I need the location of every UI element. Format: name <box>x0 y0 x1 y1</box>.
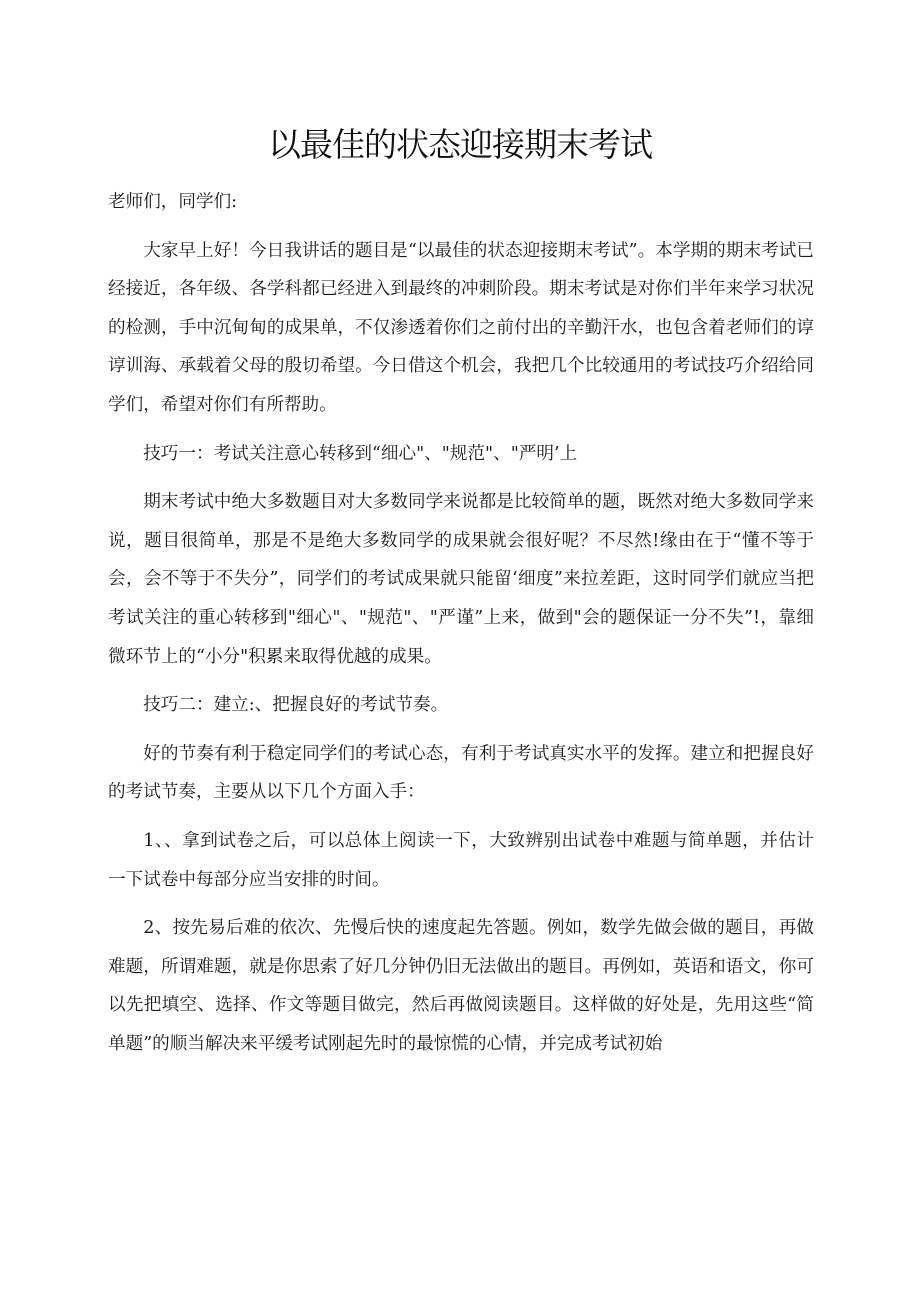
document-body <box>108 183 814 1073</box>
salutation: 老师们，同学们: <box>108 192 238 212</box>
list-item-2: 2、按先易后难的依次、先慢后快的速度起先答题。例如，数学先做会做的题目，再做难题，所谓难题，就是你思索了好几分钟仍旧无法做出的题目。再例如，英语和语文，你可以先把填空、选择、作文等题目做完，然后再做阅读题目。这样做的好处是，先用这些“简单题”的顺当解决来平缓考试刚起先时的最惊慌的心情，并完成考试初始 <box>108 918 814 1054</box>
heading-tip-one: 技巧一：考试关注意心转移到“细心"、"规范"、"严明’上 <box>143 443 578 464</box>
list-item-1: 1、、拿到试卷之后，可以总体上阅读一下，大致辨别出试卷中难题与简单题，并估计一下试卷中每部分应当安排的时间。 <box>108 830 814 890</box>
document-title: 以最佳的状态迎接期末考试 <box>268 125 652 164</box>
heading-tip-two: 技巧二：建立:、把握良好的考试节奏。 <box>143 695 449 716</box>
paragraph-tip-one: 期末考试中绝大多数题目对大多数同学来说都是比较简单的题，既然对绝大多数同学来说，题目很简单，那是不是绝大多数同学的成果就会很好呢？不尽然!缘由在于“懂不等于会，会不等于不失分”，同学们的考试成果就只能留‘细度”来拉差距，这时同学们就应当把考试关注的重心转移到"细心"、"规范"、"严谨”上来，做到"会的题保证一分不失”!，靠细微环节上的“小分"积累来取得优越的成果。 <box>108 492 814 667</box>
paragraph-tip-two: 好的节奏有利于稳定同学们的考试心态，有利于考试真实水平的发挥。建立和把握良好的考试节奏，主要从以下几个方面入手： <box>108 743 814 803</box>
paragraph-intro: 大家早上好！今日我讲话的题目是“以最佳的状态迎接期末考试”。本学期的期末考试已经接近，各年级、各学科都已经进入到最终的冲刺阶段。期末考试是对你们半年来学习状况的检测，手中沉甸甸的成果单，不仅渗透着你们之前付出的辛勤汗水，也包含着老师们的谆谆训海、承载着父母的殷切希望。今日借这个机会，我把几个比较通用的考试技巧介绍给同学们，希望对你们有所帮助。 <box>108 240 814 415</box>
